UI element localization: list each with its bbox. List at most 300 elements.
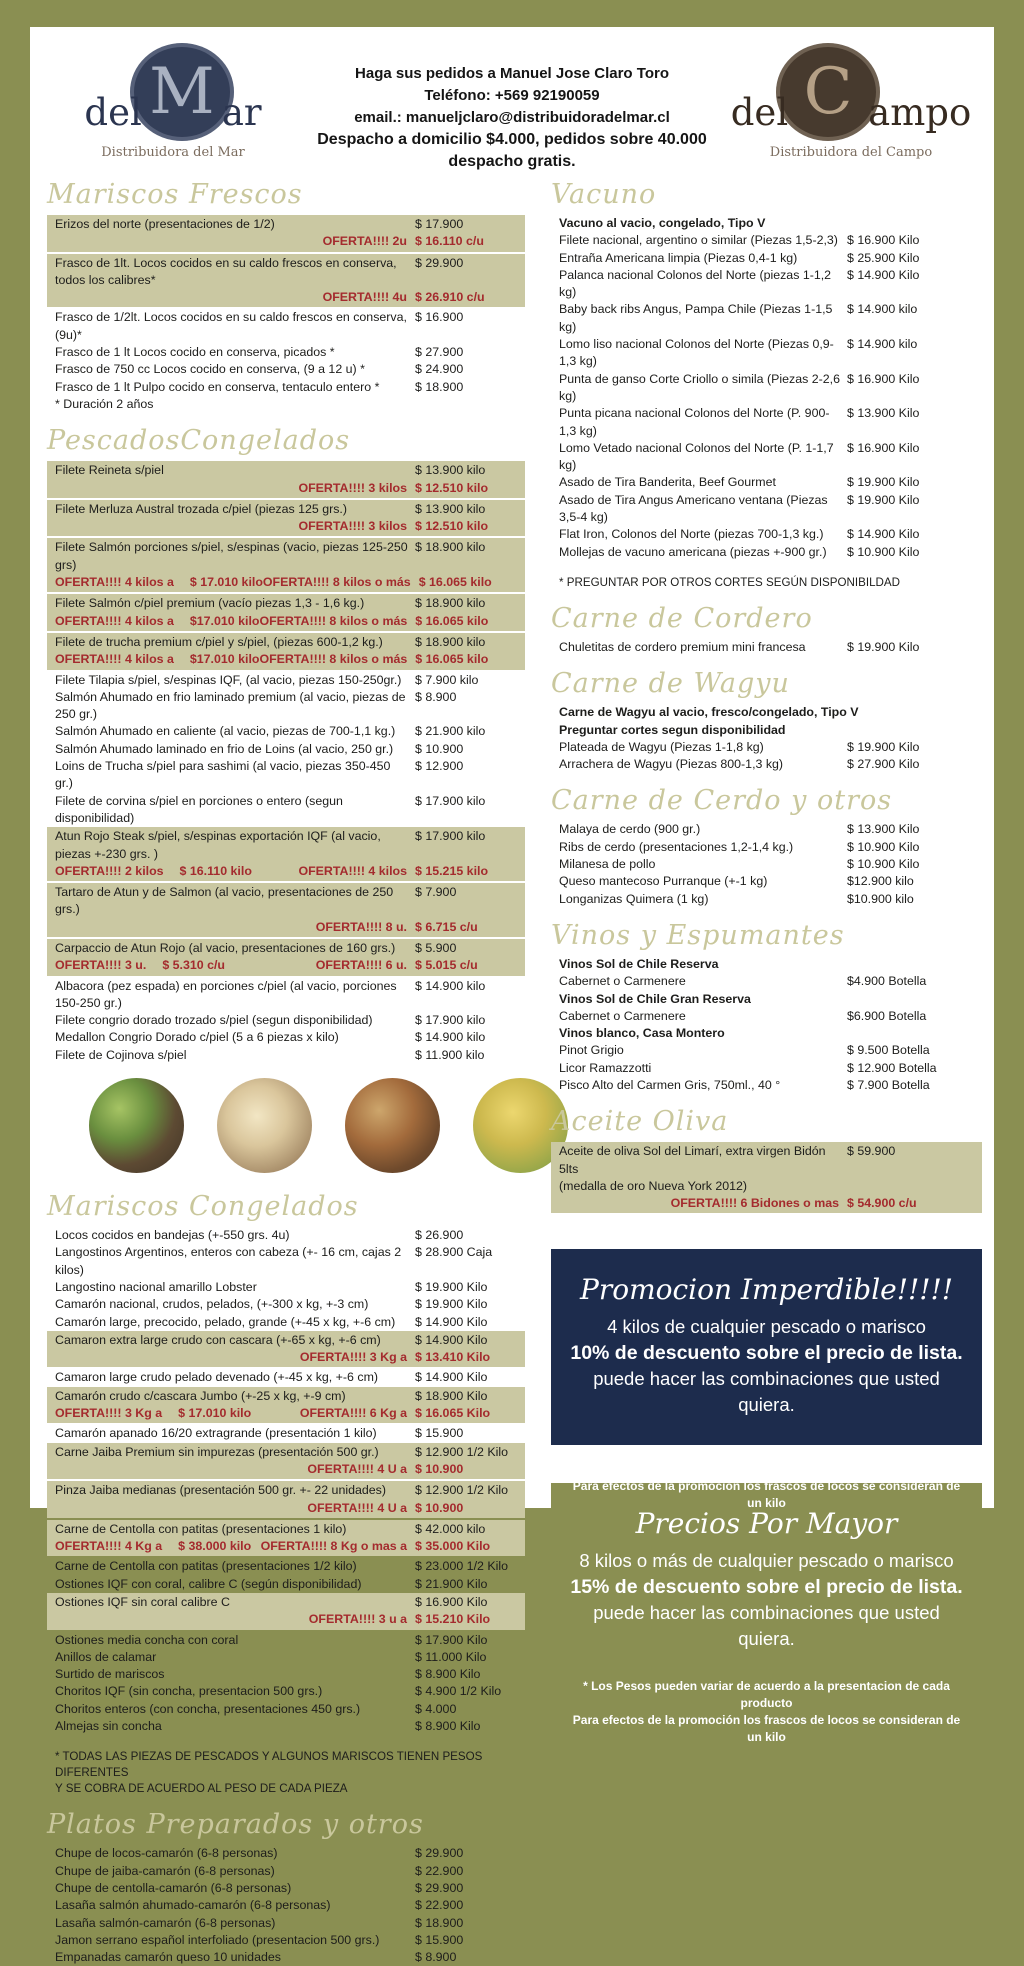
item-line (55, 1863, 519, 1880)
section-food-photos (47, 1064, 525, 1179)
menu-item-row (551, 991, 982, 1008)
menu-item-row (47, 379, 525, 396)
item-name: Filete nacional, argentino o similar (Piezas 1,5-2,3) (559, 233, 838, 248)
section-title: PescadosCongelados (47, 425, 351, 457)
menu-item-row (47, 672, 525, 689)
spacer (55, 233, 323, 250)
logo-del-mar-suffix: ar (221, 91, 262, 134)
menu-item-row (47, 254, 525, 308)
item-name: Longanizas Quimera (1 kg) (559, 891, 709, 906)
item-price: $ 28.900 Caja (415, 1245, 493, 1260)
section-carne-de-cordero (551, 603, 982, 656)
item-name: Camaron extra large crudo con cascara (+-65 x kg, +-6 cm) (55, 1332, 381, 1347)
item-offer-line (55, 863, 519, 880)
item-name: Carne de Centolla con patitas (presentaciones 1 kilo) (55, 1521, 347, 1536)
menu-item-row (47, 1520, 525, 1557)
item-name: Frasco de 750 cc Locos cocido en conserva, (9 a 12 u) * (55, 362, 365, 377)
item-price: $ 5.900 (415, 940, 457, 955)
item-line (559, 891, 976, 908)
item-name: Vinos Sol de Chile Gran Reserva (559, 991, 751, 1006)
item-price: $ 10.900 Kilo (847, 857, 920, 872)
item-line (55, 1482, 519, 1499)
item-name: Asado de Tira Banderita, Beef Gourmet (559, 475, 776, 490)
menu-item-row (47, 1576, 525, 1593)
menu-item-row (551, 440, 982, 475)
item-name: Atun Rojo Steak s/piel, s/espinas exportación IQF (al vacio, piezas +-230 grs. ) (55, 829, 381, 861)
offer-price: $ 13.410 Kilo (415, 1350, 491, 1365)
menu-item-row (551, 839, 982, 856)
item-name: Camarón apanado 16/20 extragrande (presentación 1 kilo) (55, 1426, 377, 1441)
section-title: Platos Preparados y otros (47, 1809, 424, 1841)
item-name: Camarón crudo c/cascara Jumbo (+-25 x kg, +-9 cm) (55, 1388, 346, 1403)
item-line (55, 1880, 519, 1897)
item-name: Almejas sin concha (55, 1719, 162, 1734)
menu-item-row (551, 956, 982, 973)
menu-item-row (47, 361, 525, 378)
offer-label-left: OFERTA!!!! 4 Kg a (55, 1539, 163, 1554)
spacer (55, 1500, 307, 1517)
item-line (559, 336, 976, 371)
item-line (559, 873, 976, 890)
menu-item-row (47, 758, 525, 793)
offer-price: $ 16.065 kilo (415, 613, 489, 628)
menu-item-row (47, 594, 525, 631)
menu-item-row (551, 336, 982, 371)
item-price: $ 17.900 (415, 217, 464, 231)
promo-imperdible-line3: puede hacer las combinaciones que usted quiera. (593, 1368, 940, 1416)
menu-item-row (551, 1042, 982, 1059)
item-line (55, 1949, 519, 1966)
header (40, 37, 984, 173)
item-name: Flat Iron, Colonos del Norte (piezas 700-1,3 kg.) (559, 527, 824, 542)
item-price: $ 15.900 (415, 1426, 464, 1441)
menu-item-row (47, 793, 525, 828)
right-column-sections (551, 179, 982, 1213)
contact-line-orders: Haga sus pedidos a Manuel Jose Claro Toro (355, 65, 669, 82)
item-name: Chuletitas de cordero premium mini francesa (559, 639, 806, 654)
item-price: $ 19.900 Kilo (847, 739, 920, 754)
item-line (55, 1683, 519, 1700)
spacer (559, 1195, 671, 1212)
offer-price: $ 15.215 kilo (415, 863, 489, 878)
item-name: Filete Salmón c/piel premium (vacío piezas 1,3 - 1,6 kg.) (55, 596, 365, 611)
promo-por-mayor-line1: 8 kilos o más de cualquier pescado o marisco (579, 1550, 954, 1572)
item-price: $ 13.900 kilo (415, 463, 486, 478)
section-pescadoscongelados (47, 425, 525, 1064)
item-name: Empanadas camarón queso 10 unidades (55, 1950, 281, 1965)
item-name: Langostinos Argentinos, enteros con cabeza (+- 16 cm, cajas 2 kilos) (55, 1245, 402, 1277)
section-title: Vacuno (551, 179, 657, 210)
section-title: Carne de Cerdo y otros (551, 785, 893, 817)
item-line (55, 1047, 519, 1064)
offer-label-left: OFERTA!!!! 4 kilos a (55, 652, 174, 667)
item-line (559, 526, 976, 543)
item-name: Milanesa de pollo (559, 857, 656, 872)
item-name: Queso mantecoso Purranque (+-1 kg) (559, 874, 768, 889)
item-name: Salmón Ahumado en caliente (al vacio, piezas de 700-1,1 kg.) (55, 724, 396, 739)
item-price: $ 14.900 kilo (415, 978, 486, 993)
menu-item-row (47, 1845, 525, 1862)
promo-por-mayor-note (567, 1678, 966, 1746)
item-line (559, 1060, 976, 1077)
item-price: $ 27.900 (415, 345, 464, 360)
item-line (55, 672, 519, 689)
item-price: $ 18.900 (415, 379, 464, 394)
menu-item-row (47, 1666, 525, 1683)
item-price: $ 42.000 kilo (415, 1521, 486, 1536)
section-footnote: * PREGUNTAR POR OTROS CORTES SEGÚN DISPONIBILDAD (559, 575, 900, 589)
logo-del-campo-circle-icon (776, 43, 880, 141)
item-line (559, 1008, 976, 1025)
item-price: $ 7.900 kilo (415, 672, 479, 687)
section-subheader: Carne de Wagyu al vacio, fresco/congelado, Tipo V (559, 705, 859, 720)
offer-price-left: $ 38.000 kilo (178, 1539, 252, 1554)
spacer (55, 1349, 300, 1366)
item-offer-line (55, 919, 519, 936)
menu-item-row (47, 1897, 525, 1914)
menu-item-row (47, 1425, 525, 1442)
item-line (559, 739, 976, 756)
item-line (559, 232, 976, 249)
menu-item-row (47, 1369, 525, 1386)
offer-price: $ 5.015 c/u (415, 958, 478, 973)
menu-item-row (47, 500, 525, 537)
menu-item-row (551, 250, 982, 267)
food-photo-3 (345, 1078, 440, 1173)
item-price: $6.900 Botella (847, 1008, 927, 1023)
item-price: $ 13.900 Kilo (847, 822, 920, 837)
offer-label-left: OFERTA!!!! 4 kilos a (55, 613, 174, 628)
offer-price: $ 10.900 (415, 1461, 464, 1476)
item-price: $ 29.900 (415, 1846, 464, 1861)
item-line (559, 474, 976, 491)
promo-imperdible-note1: * Los Pesos pueden variar de acuerdo a la presentacion de cada producto (583, 1445, 950, 1477)
menu-item-row (551, 267, 982, 302)
item-price: $ 17.900 kilo (415, 829, 486, 844)
menu-item-row (47, 1683, 525, 1700)
item-line (559, 250, 976, 267)
item-line (559, 492, 976, 527)
menu-item-row (47, 1481, 525, 1518)
section-subheader: Preguntar cortes segun disponibilidad (559, 722, 786, 737)
item-line (559, 267, 976, 302)
offer-label-right: OFERTA!!!! 6 Kg a (299, 1406, 407, 1421)
item-price: $ 9.500 Botella (847, 1043, 930, 1058)
item-price: $ 12.900 1/2 Kilo (415, 1483, 509, 1498)
item-price (847, 956, 976, 973)
menu-item-row (47, 1932, 525, 1949)
menu-item-row (551, 301, 982, 336)
food-photo-1 (89, 1078, 184, 1173)
item-offer-line (55, 651, 519, 668)
item-line (559, 839, 976, 856)
logo-del-mar-circle-icon (130, 43, 234, 141)
item-name: Cabernet o Carmenere (559, 1008, 686, 1023)
promo-imperdible-title: Promocion Imperdible!!!!! (580, 1273, 953, 1307)
logo-del-campo-caption: Distribuidora del Campo (769, 145, 933, 160)
item-price: $ 17.900 Kilo (415, 1632, 488, 1647)
item-offer-line (55, 613, 519, 630)
item-name: Locos cocidos en bandejas (+-550 grs. 4u) (55, 1228, 290, 1243)
menu-item-row (47, 1047, 525, 1064)
menu-item-row (47, 1718, 525, 1735)
menu-item-row (47, 1632, 525, 1649)
menu-item-row (551, 1008, 982, 1025)
menu-item-row (47, 1949, 525, 1966)
item-name: Choritos IQF (sin concha, presentacion 500 grs.) (55, 1684, 323, 1699)
spacer (55, 1611, 309, 1628)
item-price: $ 14.900 Kilo (847, 267, 920, 282)
menu-item-row (551, 821, 982, 838)
item-offer-line (55, 480, 519, 497)
item-price: $ 19.900 Kilo (415, 1297, 488, 1312)
menu-item-row (47, 1701, 525, 1718)
item-line (55, 1296, 519, 1313)
item-price: $ 4.000 (415, 1701, 457, 1716)
item-line (55, 1649, 519, 1666)
item-price: $ 16.900 Kilo (847, 371, 920, 386)
menu-item-row (47, 1387, 525, 1424)
menu-item-row (47, 344, 525, 361)
offer-label-right: OFERTA!!!! 3 kilos (298, 480, 407, 495)
item-price: $ 8.900 Kilo (415, 1719, 481, 1734)
item-line (55, 741, 519, 758)
item-price: $ 22.900 (415, 1898, 464, 1913)
item-name: Chupe de centolla-camarón (6-8 personas) (55, 1880, 292, 1895)
item-line (559, 1042, 976, 1059)
item-line (55, 1845, 519, 1862)
spacer (251, 1538, 260, 1555)
item-name: Pinza Jaiba medianas (presentación 500 gr. +- 22 unidades) (55, 1483, 386, 1498)
item-line (559, 1025, 976, 1042)
menu-item-row (551, 756, 982, 773)
item-name: Frasco de 1lt. Locos cocidos en su caldo frescos en conserva, todos los calibres* (55, 255, 397, 287)
item-line (559, 991, 976, 1008)
item-name: Carne Jaiba Premium sin impurezas (presentación 500 gr.) (55, 1444, 379, 1459)
item-price: $ 18.900 kilo (415, 596, 486, 611)
menu-item-row (47, 538, 525, 592)
item-offer-line (55, 233, 519, 250)
item-line (55, 978, 519, 1013)
offer-price: $ 26.910 c/u (415, 290, 485, 305)
section-mariscos-frescos (47, 179, 525, 413)
item-price: $ 14.900 Kilo (847, 527, 920, 542)
item-price: $ 14.900 Kilo (415, 1314, 488, 1329)
item-price: $ 16.900 (415, 310, 464, 325)
item-offer-line (55, 1461, 519, 1478)
offer-price: $ 35.000 Kilo (415, 1539, 491, 1554)
item-price: $ 25.900 Kilo (847, 250, 920, 265)
item-name: Filete de Cojinova s/piel (55, 1047, 187, 1062)
right-column (551, 177, 982, 1966)
contact-line-delivery: Despacho a domicilio $4.000, pedidos sobre 40.000 despacho gratis. (317, 131, 707, 170)
section-title: Mariscos Frescos (47, 179, 303, 210)
menu-item-row (47, 1558, 525, 1575)
item-line (55, 1332, 519, 1349)
menu-item-row (47, 689, 525, 724)
item-name: Vinos blanco, Casa Montero (559, 1026, 725, 1041)
item-line (55, 634, 519, 651)
menu-item-row (551, 639, 982, 656)
item-line (559, 1143, 976, 1178)
spacer (225, 957, 316, 974)
item-line (55, 1558, 519, 1575)
item-price: $ 13.900 kilo (415, 501, 486, 516)
offer-price: $ 16.065 Kilo (415, 1406, 491, 1421)
item-offer-line (55, 289, 519, 306)
item-line (559, 405, 976, 440)
item-price: $ 21.900 Kilo (415, 1576, 488, 1591)
item-line (55, 1425, 519, 1442)
item-name: Aceite de oliva Sol del Limarí, extra virgen Bidón 5lts (559, 1144, 826, 1176)
item-line (55, 1632, 519, 1649)
menu-item-row (47, 215, 525, 252)
promo-por-mayor-title: Precios Por Mayor (635, 1507, 898, 1541)
menu-item-row (47, 633, 525, 670)
item-name: Filete de corvina s/piel en porciones o entero (segun disponibilidad) (55, 793, 343, 825)
item-line (55, 255, 519, 290)
section-note: * Duración 2 años (55, 396, 154, 411)
item-name: Loins de Trucha s/piel para sashimi (al vacio, piezas 350-450 gr.) (55, 759, 391, 791)
item-name: Chupe de jaiba-camarón (6-8 personas) (55, 1863, 275, 1878)
item-line (55, 539, 519, 574)
offer-label-right: OFERTA!!!! 6 u. (315, 958, 407, 973)
item-price: $10.900 kilo (847, 891, 914, 906)
item-price: $ 21.900 kilo (415, 724, 486, 739)
item-line (559, 1077, 976, 1094)
item-price: $ 13.900 Kilo (847, 406, 920, 421)
item-price: $ 27.900 Kilo (847, 757, 920, 772)
logo-del-campo-letter: C (803, 55, 853, 129)
section-platos-preparados-y-otros (47, 1809, 525, 1966)
item-name: Medallon Congrio Dorado c/piel (5 a 6 piezas x kilo) (55, 1030, 339, 1045)
item-line (559, 301, 976, 336)
offer-label-left: OFERTA!!!! 4 kilos a (55, 575, 174, 590)
item-subline (559, 1178, 976, 1195)
item-name: Pisco Alto del Carmen Gris, 750ml., 40 ° (559, 1077, 781, 1092)
item-price: $ 14.900 kilo (415, 1030, 486, 1045)
menu-item-row (47, 1244, 525, 1279)
item-offer-line (55, 1611, 519, 1628)
offer-label-right: OFERTA!!!! 3 u a (308, 1612, 407, 1627)
item-line (559, 821, 976, 838)
item-name: Jamon serrano español interfoliado (presentacion 500 grs.) (55, 1932, 380, 1947)
item-price: $ 14.900 kilo (847, 302, 918, 317)
item-line (55, 462, 519, 479)
spacer (55, 1461, 307, 1478)
offer-price-left: $17.010 kilo (189, 652, 260, 667)
menu-item-row (551, 492, 982, 527)
item-name: Filete Merluza Austral trozada c/piel (piezas 125 grs.) (55, 501, 347, 516)
item-line (559, 973, 976, 990)
menu-item-row (47, 1915, 525, 1932)
menu-item-row (47, 1880, 525, 1897)
offer-price: $ 16.065 kilo (415, 652, 489, 667)
item-name: Ostiones media concha con coral (55, 1632, 239, 1647)
menu-item-row (47, 461, 525, 498)
item-offer-line (55, 574, 519, 591)
menu-item-row (47, 1296, 525, 1313)
section-footnote: Y SE COBRA DE ACUERDO AL PESO DE CADA PIEZA (55, 1782, 348, 1796)
item-price: $ 29.900 (415, 1880, 464, 1895)
promo-imperdible-line1: 4 kilos de cualquier pescado o marisco (607, 1316, 926, 1338)
offer-price: $ 10.900 (415, 1500, 464, 1515)
item-line (55, 216, 519, 233)
item-price: $ 15.900 (415, 1932, 464, 1947)
item-price: $ 10.900 Kilo (847, 544, 920, 559)
section-title: Carne de Cordero (551, 602, 813, 634)
offer-label-right: OFERTA!!!! 8 u. (315, 919, 407, 934)
item-name: Vinos Sol de Chile Reserva (559, 956, 719, 971)
item-line (55, 1576, 519, 1593)
promo-por-mayor-line3: puede hacer las combinaciones que usted quiera. (593, 1602, 940, 1650)
item-name: Ostiones IQF con coral, calibre C (según disponibilidad) (55, 1576, 362, 1591)
menu-item-row (47, 1279, 525, 1296)
item-name: Camarón large, precocido, pelado, grande (+-45 x kg, +-6 cm) (55, 1314, 396, 1329)
menu-item-row (47, 741, 525, 758)
item-name: Cabernet o Carmenere (559, 974, 686, 989)
item-line (55, 884, 519, 919)
item-offer-line (55, 1500, 519, 1517)
menu-item-row (551, 739, 982, 756)
promo-por-mayor-note2: Para efectos de la promoción los frascos de locos se consideran de un kilo (572, 1713, 961, 1745)
logo-del-mar-letter: M (149, 55, 215, 129)
logo-del-campo-prefix: del (730, 91, 789, 134)
section-carne-de-wagyu (551, 668, 982, 773)
offer-label-right: OFERTA!!!! 3 kilos (298, 519, 407, 534)
item-name: Pinot Grigio (559, 1043, 624, 1058)
item-name: Punta picana nacional Colonos del Norte (P. 900-1,3 kg) (559, 406, 830, 438)
item-line (55, 940, 519, 957)
item-name: Filete congrio dorado trozado s/piel (segun disponibilidad) (55, 1013, 373, 1028)
menu-item-row (551, 405, 982, 440)
logo-del-campo-wordmark (720, 43, 982, 141)
item-line (559, 371, 976, 406)
item-name: Anillos de calamar (55, 1649, 157, 1664)
item-name: Lasaña salmón ahumado-camarón (6-8 personas) (55, 1898, 331, 1913)
item-price: $ 14.900 Kilo (415, 1370, 488, 1385)
promo-box-imperdible (551, 1249, 982, 1511)
menu-item-row (551, 856, 982, 873)
item-price: $ 19.900 Kilo (847, 492, 920, 507)
item-offer-line (55, 1349, 519, 1366)
item-line (55, 689, 519, 724)
offer-label-left: OFERTA!!!! 3 u. (55, 958, 147, 973)
contact-line-email: email.: manueljclaro@distribuidoradelmar.cl (354, 109, 670, 126)
item-price: $ 8.900 Kilo (415, 1667, 481, 1682)
item-price: $ 29.900 (415, 255, 464, 270)
item-line (55, 1369, 519, 1386)
item-name: Ostiones IQF sin coral calibre C (55, 1595, 230, 1609)
item-price: $ 17.900 kilo (415, 793, 486, 808)
item-price: $4.900 Botella (847, 974, 927, 989)
item-price: $ 12.900 Botella (847, 1060, 937, 1075)
item-line (55, 344, 519, 361)
section-title: Carne de Wagyu (551, 668, 790, 700)
menu-item-row (47, 883, 525, 937)
item-price: $12.900 kilo (847, 874, 914, 889)
section-carne-de-cerdo-y-otros (551, 785, 982, 907)
item-name: Surtido de mariscos (55, 1667, 165, 1682)
item-price: $ 19.900 Kilo (415, 1279, 488, 1294)
item-name: Ribs de cerdo (presentaciones 1,2-1,4 kg.) (559, 839, 794, 854)
item-price: $ 16.900 Kilo (847, 233, 920, 248)
menu-item-row (47, 309, 525, 344)
item-line (55, 723, 519, 740)
menu-item-row (551, 526, 982, 543)
item-price: $ 11.900 kilo (415, 1047, 485, 1062)
item-price: $ 12.900 (415, 759, 464, 774)
